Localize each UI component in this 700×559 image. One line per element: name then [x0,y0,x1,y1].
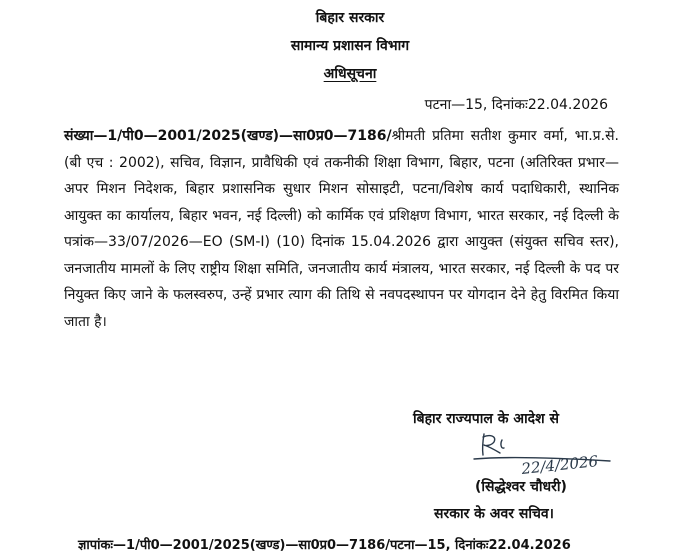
notification-body [64,123,619,335]
government-name: बिहार सरकार [315,10,385,26]
document-type-heading: अधिसूचना [323,66,377,82]
place-date: पटना—15, दिनांकः22.04.2026 [424,97,608,113]
handwritten-signature [470,428,630,480]
department-name: सामान्य प्रशासन विभाग [290,38,410,54]
order-by-line: बिहार राज्यपाल के आदेश से [413,411,559,427]
signatory-designation: सरकार के अवर सचिव। [434,506,554,522]
memo-number-line: ज्ञापांकः—1/पी0—2001/2025(खण्ड)—सा0प्र0—7186/पटना—15, दिनांकः22.04.2026 [78,538,571,553]
order-number: संख्या—1/पी0—2001/2025(खण्ड)—सा0प्र0—7186/ [64,128,392,144]
notification-text: श्रीमती प्रतिमा सतीश कुमार वर्मा, भा.प्र.से. (बी एच : 2002), सचिव, विज्ञान, प्रावैधिकी एवं तकनीकी शिक्षा विभाग, बिहार, पटना (अतिरिक्त प्रभार—अपर मिशन निदेशक, बिहार प्रशासनिक सुधार मिशन सोसाइटी, पटना/विशेष कार्य पदाधिकारी, स्थानिक आयुक्त का कार्यालय, बिहार भवन, नई दिल्ली) को कार्मिक एवं प्रशिक्षण विभाग, भारत सरकार, नई दिल्ली के पत्रांक—33/07/2026—EO (SM-I) (10) दिनांक 15.04.2026 द्वारा आयुक्त (संयुक्त सचिव स्तर), जनजातीय मामलों के लिए राष्ट्रीय शिक्षा समिति, जनजातीय कार्य मंत्रालय, भारत सरकार, नई दिल्ली के पद पर नियुक्त किए जाने के फलस्वरुप, उन्हें प्रभार त्याग की तिथि से नवपदस्थापन पर योगदान देने हेतु विरमित किया जाता है। [64,128,619,330]
signature-date: 22/4/2026 [520,452,599,478]
signatory-name: (सिद्धेश्वर चौधरी) [475,479,567,495]
